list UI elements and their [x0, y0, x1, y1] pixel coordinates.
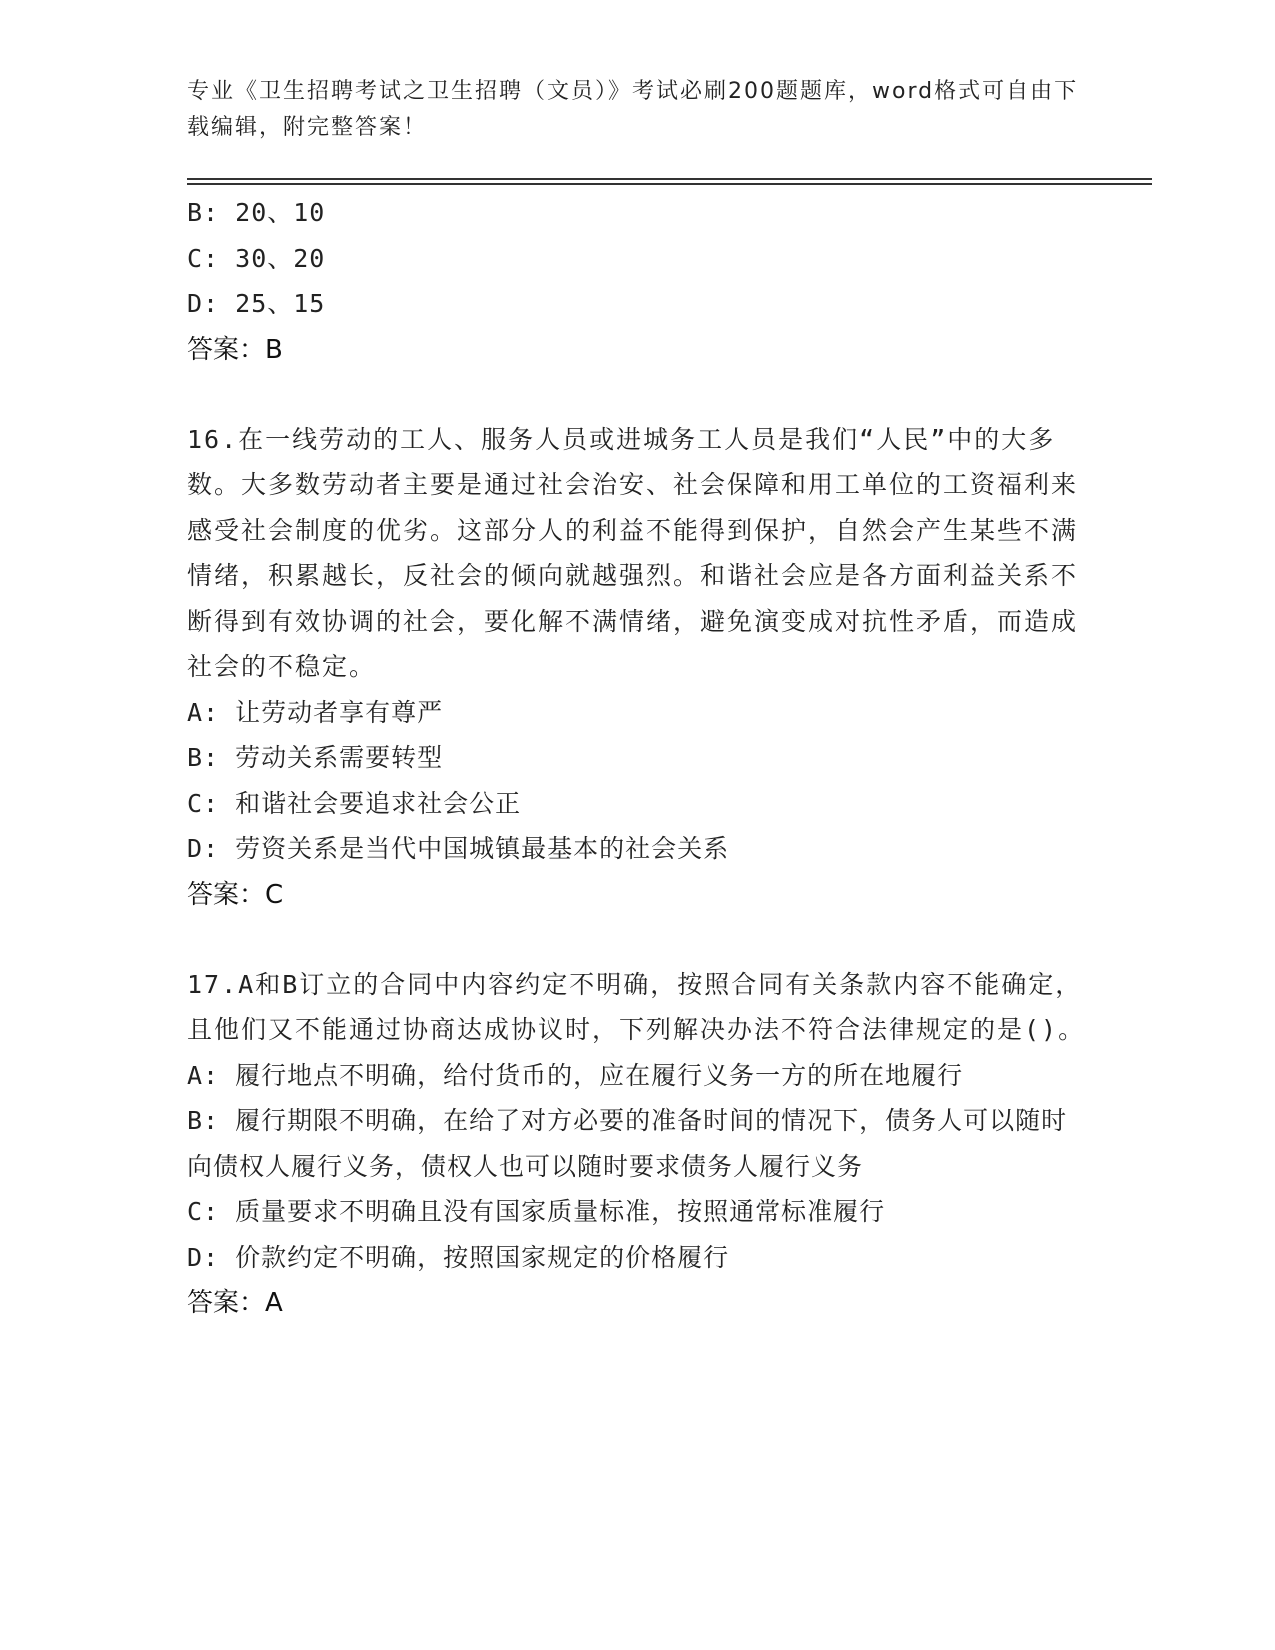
option-a: A: 履行地点不明确，给付货币的，应在履行义务一方的所在地履行 — [187, 1060, 964, 1090]
document-body — [187, 190, 1087, 1326]
previous-question-block — [187, 190, 1087, 373]
question-16-block — [187, 417, 1087, 918]
question-17-block — [187, 962, 1087, 1327]
spacer — [187, 373, 1087, 417]
header-divider-top — [187, 178, 1152, 180]
option-d: D: 劳资关系是当代中国城镇最基本的社会关系 — [187, 834, 730, 863]
answer-label: 答案：C — [187, 879, 284, 910]
spacer — [187, 918, 1087, 962]
header-divider-bottom — [187, 183, 1152, 185]
option-b: B: 劳动关系需要转型 — [187, 743, 444, 772]
document-header: 专业《卫生招聘考试之卫生招聘（文员）》考试必刷200题题库，word格式可自由下载编辑，附完整答案！ — [187, 79, 1079, 140]
question-17-text: 17.A和B订立的合同中内容约定不明确，按照合同有关条款内容不能确定，且他们又不能通过协商达成协议时，下列解决办法不符合法律规定的是()。 — [187, 969, 1086, 1044]
question-16-text: 16.在一线劳动的工人、服务人员或进城务工人员是我们“人民”中的大多数。大多数劳动者主要是通过社会治安、社会保障和用工单位的工资福利来感受社会制度的优劣。这部分人的利益不能得到保护，自然会产生某些不满情绪，积累越长，反社会的倾向就越强烈。和谐社会应是各方面利益关系不断得到有效协调的社会，要化解不满情绪，避免演变成对抗性矛盾，而造成社会的不稳定。 — [187, 424, 1079, 681]
answer-label: 答案：A — [187, 1288, 283, 1318]
option-b: B: 履行期限不明确，在给了对方必要的准备时间的情况下，债务人可以随时向债权人履行义务，债权人也可以随时要求债务人履行义务 — [187, 1106, 1068, 1181]
option-c: C: 质量要求不明确且没有国家质量标准，按照通常标准履行 — [187, 1197, 886, 1226]
option-d: D: 价款约定不明确，按照国家规定的价格履行 — [187, 1242, 730, 1272]
option-c: C: 和谐社会要追求社会公正 — [187, 788, 522, 818]
option-b: B: 20、10 — [187, 198, 326, 227]
option-c: C: 30、20 — [187, 243, 326, 273]
answer-label: 答案：B — [187, 334, 283, 365]
option-a: A: 让劳动者享有尊严 — [187, 697, 444, 727]
option-d: D: 25、15 — [187, 289, 326, 318]
